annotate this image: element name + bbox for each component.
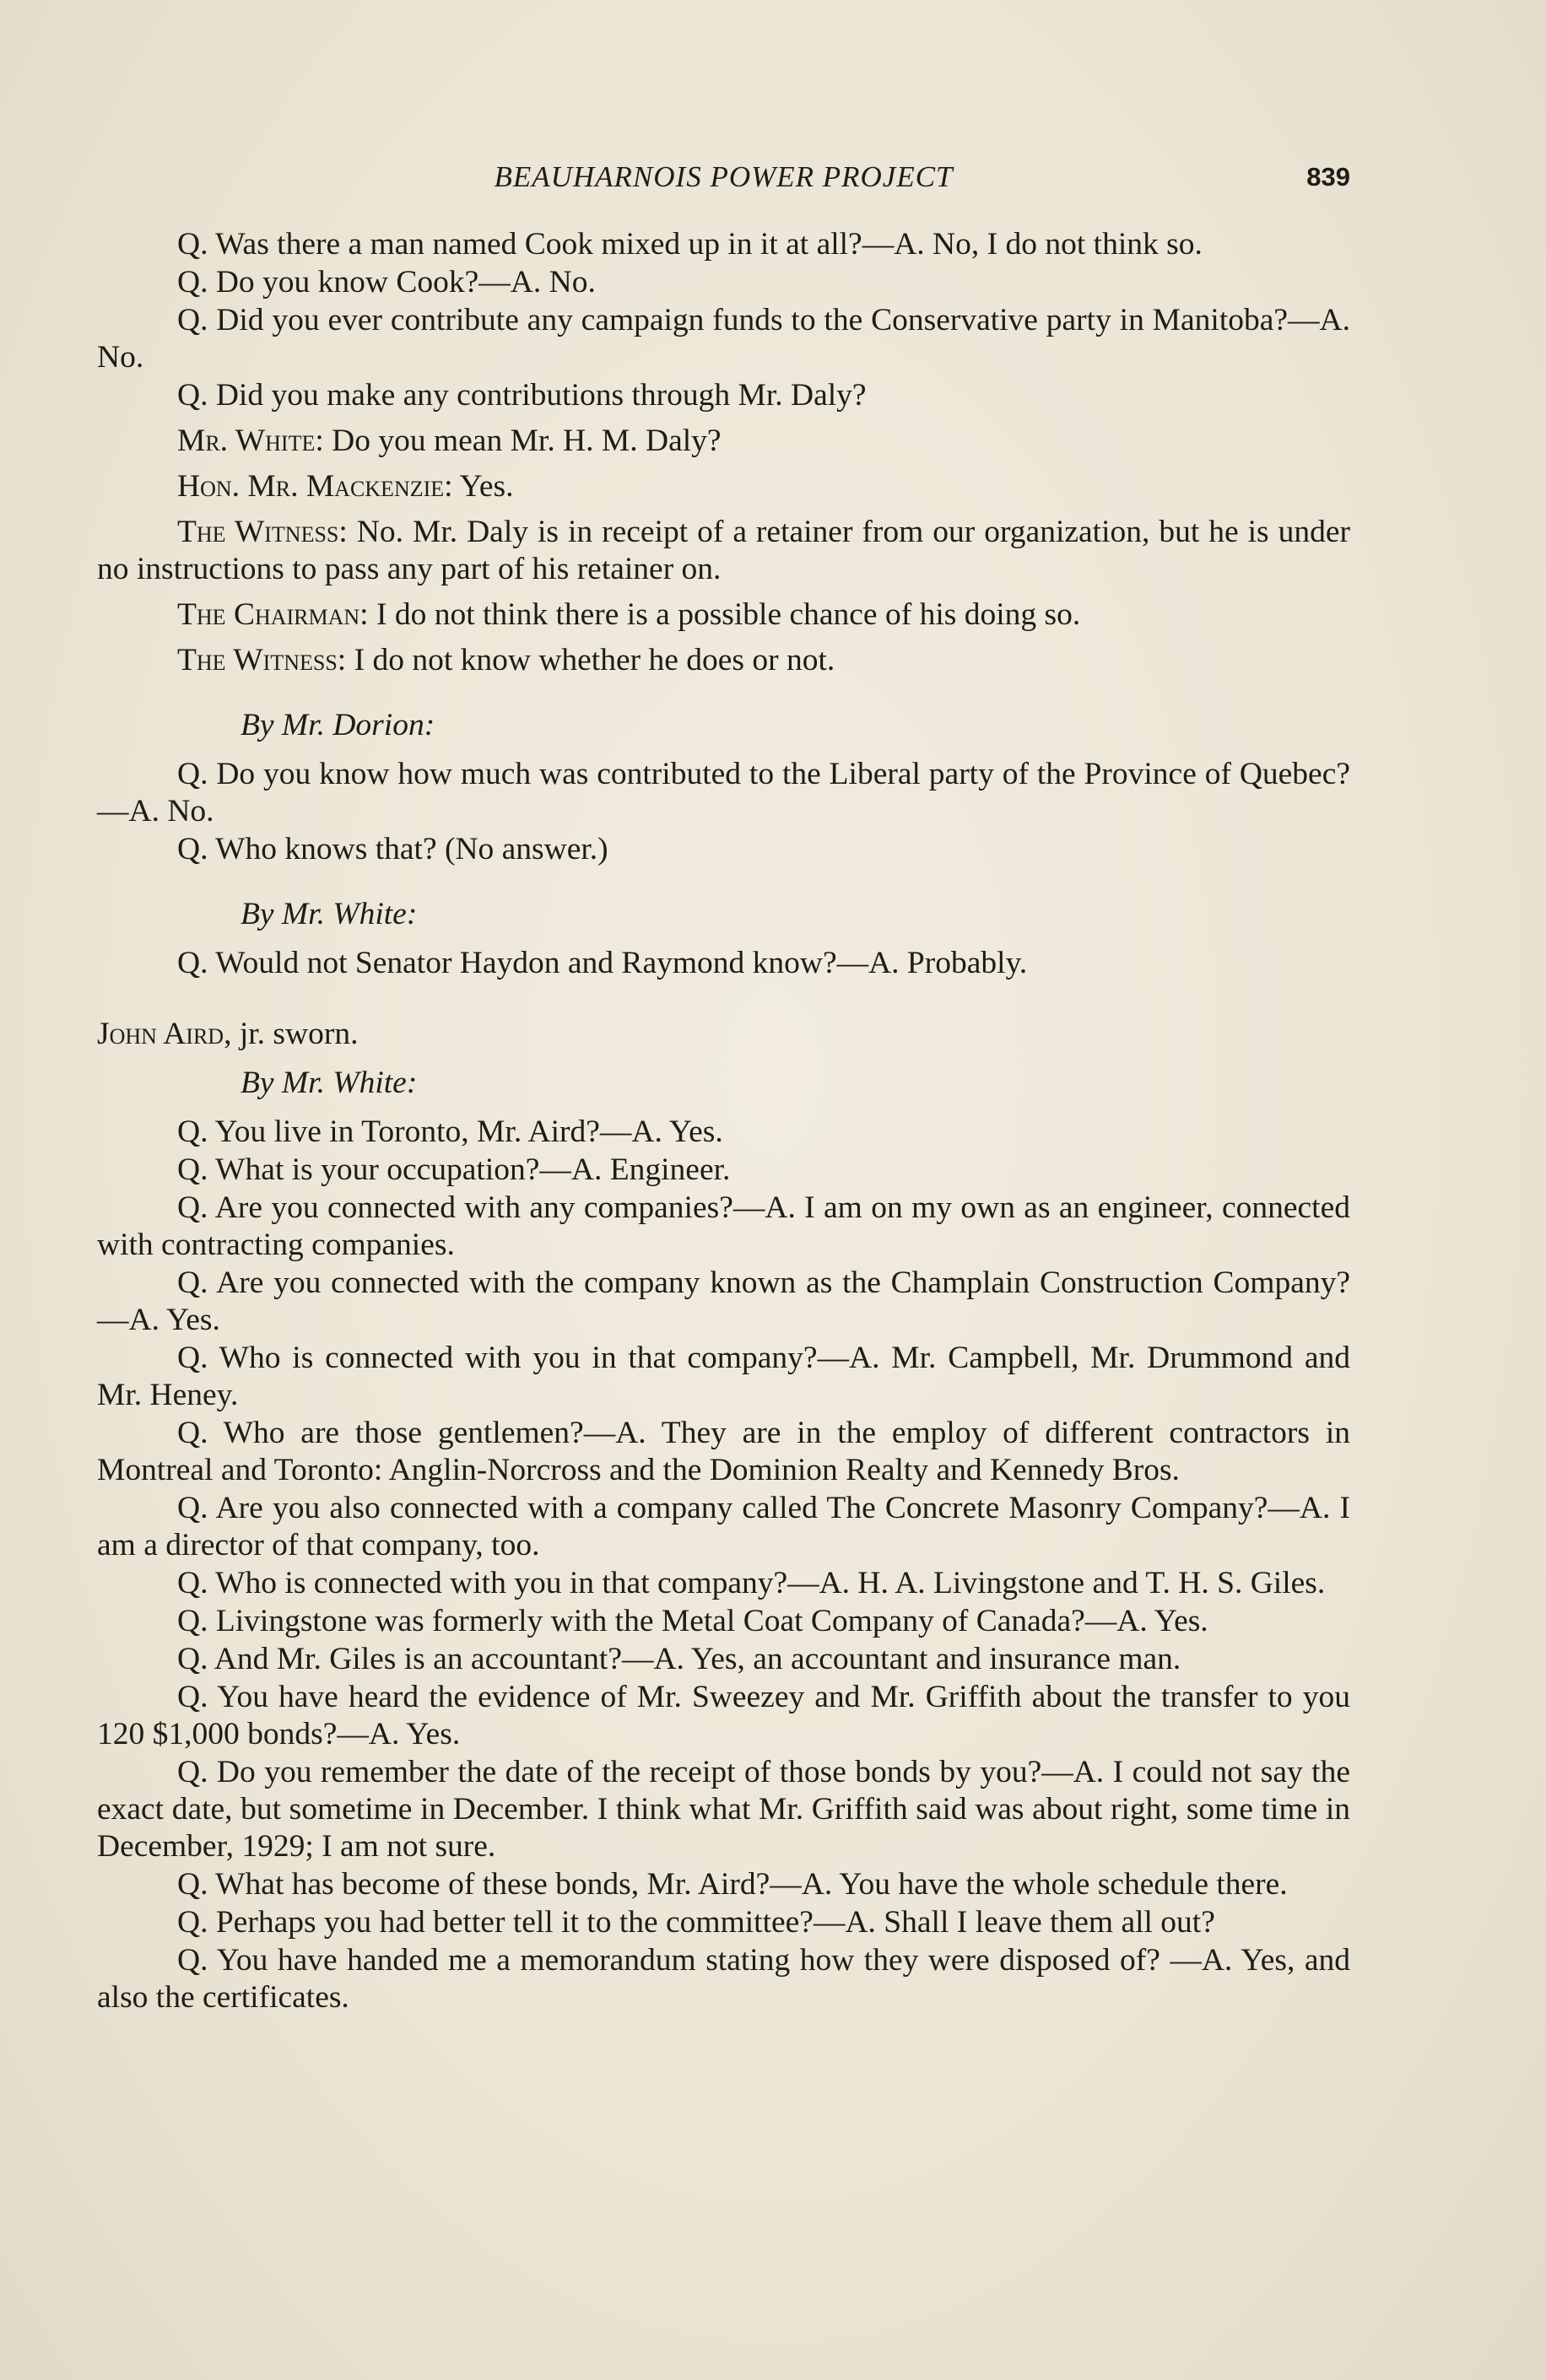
question-paragraph: Q. Are you connected with the company known as the Champlain Construction Company?—A. Yes.: [97, 1266, 1350, 1337]
speaker-statement: [97, 468, 1350, 505]
witness-name: John Aird,: [97, 1017, 232, 1051]
question-paragraph: Q. What is your occupation?—A. Engineer.: [177, 1152, 731, 1187]
speaker-statement: [97, 423, 1350, 460]
speaker-name: The Witness:: [177, 643, 347, 677]
running-title: BEAUHARNOIS POWER PROJECT: [494, 160, 954, 193]
statement-text: I do not know whether he does or not.: [354, 643, 835, 677]
question-paragraph: Q. Are you connected with any companies?—A. I am on my own as an engineer, connected with contracting companies.: [97, 1190, 1350, 1262]
question-paragraph: Q. Do you know Cook?—A. No.: [177, 265, 596, 300]
question-paragraph: Q. Are you also connected with a company called The Concrete Masonry Company?—A. I am a director of that company, too.: [97, 1491, 1350, 1562]
speaker-statement: [97, 514, 1350, 588]
question-paragraph: Q. Do you remember the date of the receipt of those bonds by you?—A. I could not say the exact date, but sometime in December. I think what Mr. Griffith said was about right, some time in December, 1929; I am not sure.: [97, 1755, 1350, 1864]
speaker-name: The Witness:: [177, 515, 348, 549]
examiner-heading: By Mr. White:: [241, 897, 418, 931]
running-header: [97, 160, 1350, 202]
question-paragraph: Q. Was there a man named Cook mixed up in it at all?—A. No, I do not think so.: [177, 227, 1203, 262]
speaker-name: Mr. White:: [177, 424, 324, 458]
question-paragraph: Q. Who are those gentlemen?—A. They are in the employ of different contractors in Montreal and Toronto: Anglin-Norcross and the Dominion Realty and Kennedy Bros.: [97, 1416, 1350, 1487]
speaker-statement: [97, 642, 1350, 679]
transcript-body: [97, 226, 1350, 2017]
question-paragraph: Q. Perhaps you had better tell it to the committee?—A. Shall I leave them all out?: [177, 1905, 1215, 1940]
examiner-heading: By Mr. Dorion:: [241, 708, 435, 742]
speaker-statement: [97, 596, 1350, 634]
statement-text: Do you mean Mr. H. M. Daly?: [332, 424, 722, 458]
question-paragraph: Q. You have heard the evidence of Mr. Sweezey and Mr. Griffith about the transfer to you 120 $1,000 bonds?—A. Yes.: [97, 1680, 1350, 1751]
question-paragraph: Q. Who is connected with you in that company?—A. Mr. Campbell, Mr. Drummond and Mr. Heney.: [97, 1341, 1350, 1412]
speaker-name: The Chairman:: [177, 597, 369, 632]
question-paragraph: Q. Would not Senator Haydon and Raymond know?—A. Probably.: [177, 946, 1028, 980]
sworn-text: jr. sworn.: [239, 1017, 359, 1051]
speaker-name: Hon. Mr. Mackenzie:: [177, 469, 453, 504]
question-paragraph: Q. And Mr. Giles is an accountant?—A. Yes, an accountant and insurance man.: [177, 1642, 1181, 1676]
witness-sworn: [97, 1016, 1350, 1053]
statement-text: I do not think there is a possible chance of his doing so.: [376, 597, 1081, 632]
page-number: 839: [1306, 162, 1350, 192]
question-paragraph: Q. You live in Toronto, Mr. Aird?—A. Yes.: [177, 1114, 723, 1149]
question-paragraph: Q. Who knows that? (No answer.): [177, 832, 608, 866]
question-paragraph: Q. Who is connected with you in that company?—A. H. A. Livingstone and T. H. S. Giles.: [177, 1566, 1326, 1600]
examiner-heading: By Mr. White:: [241, 1066, 418, 1100]
question-paragraph: Q. Do you know how much was contributed to the Liberal party of the Province of Quebec?—A. No.: [97, 757, 1350, 828]
question-paragraph: Q. You have handed me a memorandum stating how they were disposed of? —A. Yes, and also the certificates.: [97, 1943, 1350, 2015]
question-paragraph: Q. Did you ever contribute any campaign funds to the Conservative party in Manitoba?—A. No.: [97, 303, 1350, 375]
statement-text: No. Mr. Daly is in receipt of a retainer from our organization, but he is under no instructions to pass any part of his retainer on.: [97, 515, 1350, 586]
question-paragraph: Q. Livingstone was formerly with the Metal Coat Company of Canada?—A. Yes.: [177, 1604, 1208, 1638]
question-paragraph: Q. Did you make any contributions through Mr. Daly?: [177, 378, 867, 413]
statement-text: Yes.: [459, 469, 514, 504]
question-paragraph: Q. What has become of these bonds, Mr. Aird?—A. You have the whole schedule there.: [177, 1867, 1288, 1902]
